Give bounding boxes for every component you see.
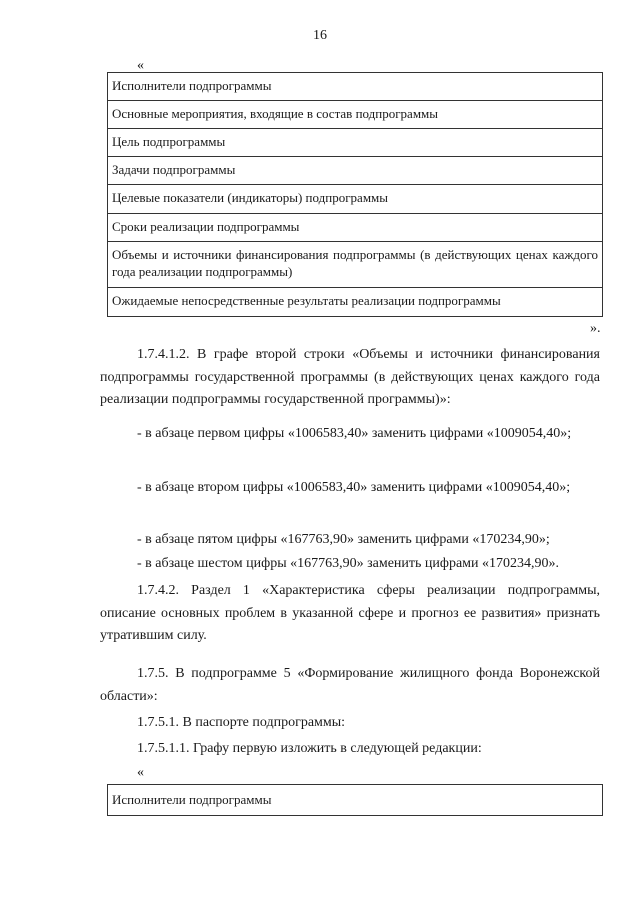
table-row: Объемы и источники финансирования подпрограммы (в действующих ценах каждого года реализации подпрограммы) bbox=[108, 242, 602, 288]
table-row: Целевые показатели (индикаторы) подпрограммы bbox=[108, 185, 602, 214]
paragraph-dash-4: - в абзаце шестом цифры «167763,90» заменить цифрами «170234,90». bbox=[137, 556, 560, 571]
paragraph-1-7-5-1-1: 1.7.5.1.1. Графу первую изложить в следующей редакции: bbox=[137, 741, 482, 756]
paragraph-dash-3: - в абзаце пятом цифры «167763,90» заменить цифрами «170234,90»; bbox=[137, 532, 550, 547]
paragraph-1-7-4-2: 1.7.4.2. Раздел 1 «Характеристика сферы реализации подпрограммы, описание основных проблем в указанной сфере и прогноз ее развития» признать утратившим силу. bbox=[100, 583, 600, 643]
table-row: Исполнители подпрограммы bbox=[112, 792, 272, 807]
table-row: Задачи подпрограммы bbox=[108, 157, 602, 185]
opening-quote-2: « bbox=[137, 765, 144, 780]
paragraph-dash-2: - в абзаце втором цифры «1006583,40» заменить цифрами «1009054,40»; bbox=[137, 480, 571, 495]
closing-quote-1: ». bbox=[590, 321, 601, 336]
executors-table bbox=[107, 784, 603, 816]
table-row: Основные мероприятия, входящие в состав подпрограммы bbox=[108, 101, 602, 129]
page-number: 16 bbox=[313, 28, 327, 43]
table-row: Ожидаемые непосредственные результаты реализации подпрограммы bbox=[112, 293, 501, 308]
table-row: Сроки реализации подпрограммы bbox=[108, 214, 602, 242]
paragraph-1-7-4-1-2: 1.7.4.1.2. В графе второй строки «Объемы и источники финансирования подпрограммы государственной программы (в действующих ценах каждого года реализации подпрограммы государственной программы)»: bbox=[100, 347, 600, 407]
table-row: Исполнители подпрограммы bbox=[108, 73, 602, 101]
table-row: Цель подпрограммы bbox=[108, 129, 602, 157]
subprogram-passport-table bbox=[107, 72, 603, 317]
paragraph-1-7-5: 1.7.5. В подпрограмме 5 «Формирование жилищного фонда Воронежской области»: bbox=[100, 666, 600, 704]
paragraph-1-7-5-1: 1.7.5.1. В паспорте подпрограммы: bbox=[137, 715, 346, 730]
opening-quote-1: « bbox=[137, 58, 144, 73]
paragraph-dash-1: - в абзаце первом цифры «1006583,40» заменить цифрами «1009054,40»; bbox=[137, 426, 572, 441]
